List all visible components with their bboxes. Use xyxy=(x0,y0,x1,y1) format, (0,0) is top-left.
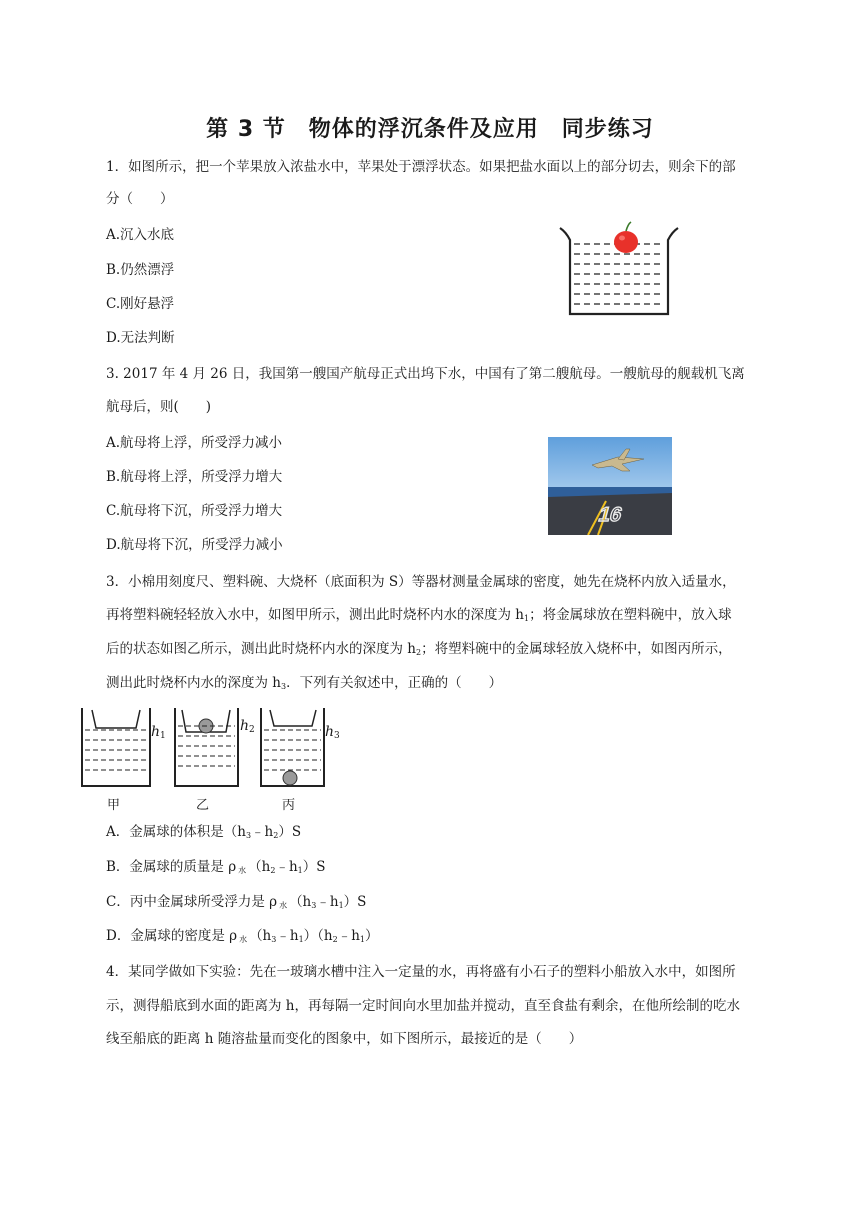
three-beaker-figure xyxy=(80,704,340,790)
q1-stem-line1: 1．如图所示，把一个苹果放入浓盐水中，苹果处于漂浮状态。如果把盐水面以上的部分切去，则余下的部 xyxy=(106,159,736,175)
metal-ball-sunk xyxy=(283,771,297,785)
q2-option-b: B.航母将上浮，所受浮力增大 xyxy=(106,469,283,485)
q4-stem-line3: 线至船底的距离 h 随溶盐量而变化的图象中，如下图所示，最接近的是（ ） xyxy=(106,1031,583,1047)
figure-label-yi: 乙 xyxy=(196,798,210,813)
figure-label-jia: 甲 xyxy=(107,798,121,813)
apple-beaker-figure xyxy=(558,218,682,318)
salt-water-dashes xyxy=(574,244,664,304)
h2-label: $h_2$ xyxy=(240,718,255,735)
q2-option-c: C.航母将下沉，所受浮力增大 xyxy=(106,503,283,519)
beaker-yi xyxy=(175,708,238,786)
h1-label: $h_1$ xyxy=(151,724,166,741)
q3-option-a: A．金属球的体积是$(h_3﹣h_2)S$ xyxy=(106,824,302,840)
q3-option-d: D．金属球的密度是 ρ 水 $(h_3﹣h_1)(h_2﹣h_1)$ xyxy=(106,928,379,944)
carrier-photo xyxy=(548,437,672,535)
q3-stem-line2: 再将塑料碗轻轻放入水中，如图甲所示，测出此时烧杯内水的深度为 $h_1$；将金属球放在塑料碗中，放入球 xyxy=(106,607,732,623)
q3-stem-line1: 3．小棉用刻度尺、塑料碗、大烧杯（底面积为 S）等器材测量金属球的密度，她先在烧杯内放入适量水， xyxy=(106,574,736,590)
q2-option-d: D.航母将下沉，所受浮力减小 xyxy=(106,537,283,553)
q4-stem-line2: 示，测得船底到水面的距离为 h，再每隔一定时间向水里加盐并搅动，直至食盐有剩余，在他所绘制的吃水 xyxy=(106,998,740,1014)
q1-stem-line2: 分（ ） xyxy=(106,191,174,207)
beaker-bing xyxy=(261,708,324,786)
q1-option-d: D.无法判断 xyxy=(106,330,175,346)
q3-stem-line3: 后的状态如图乙所示，测出此时烧杯内水的深度为 $h_2$；将塑料碗中的金属球轻放入烧杯中，如图丙所示， xyxy=(106,641,732,657)
beaker-jia xyxy=(82,708,150,786)
q1-option-a: A.沉入水底 xyxy=(106,227,175,243)
figure-label-bing: 丙 xyxy=(282,798,296,813)
q1-option-c: C.刚好悬浮 xyxy=(106,296,175,312)
q2-option-a: A.航母将上浮，所受浮力减小 xyxy=(106,435,283,451)
q3-option-c: C．丙中金属球所受浮力是 ρ 水 $(h_3﹣h_1)S$ xyxy=(106,894,367,910)
apple-icon xyxy=(614,222,638,253)
page-title: 第 3 节 物体的浮沉条件及应用 同步练习 xyxy=(206,117,654,142)
h3-label: $h_3$ xyxy=(325,724,340,741)
q2-stem-line1: 3. 2017 年 4 月 26 日，我国第一艘国产航母正式出坞下水，中国有了第二艘航母。一艘航母的舰载机飞离 xyxy=(106,366,745,382)
q4-stem-line1: 4．某同学做如下实验：先在一玻璃水槽中注入一定量的水，再将盛有小石子的塑料小船放入水中，如图所 xyxy=(106,964,736,980)
deck-number: 16 xyxy=(596,504,625,526)
q2-stem-line2: 航母后，则( ) xyxy=(106,399,212,415)
q3-option-b: B．金属球的质量是 ρ 水 $(h_2﹣h_1)S$ xyxy=(106,859,326,875)
q1-option-b: B.仍然漂浮 xyxy=(106,262,175,278)
q3-stem-line4: 测出此时烧杯内水的深度为 $h_3$．下列有关叙述中，正确的（ ） xyxy=(106,675,503,691)
